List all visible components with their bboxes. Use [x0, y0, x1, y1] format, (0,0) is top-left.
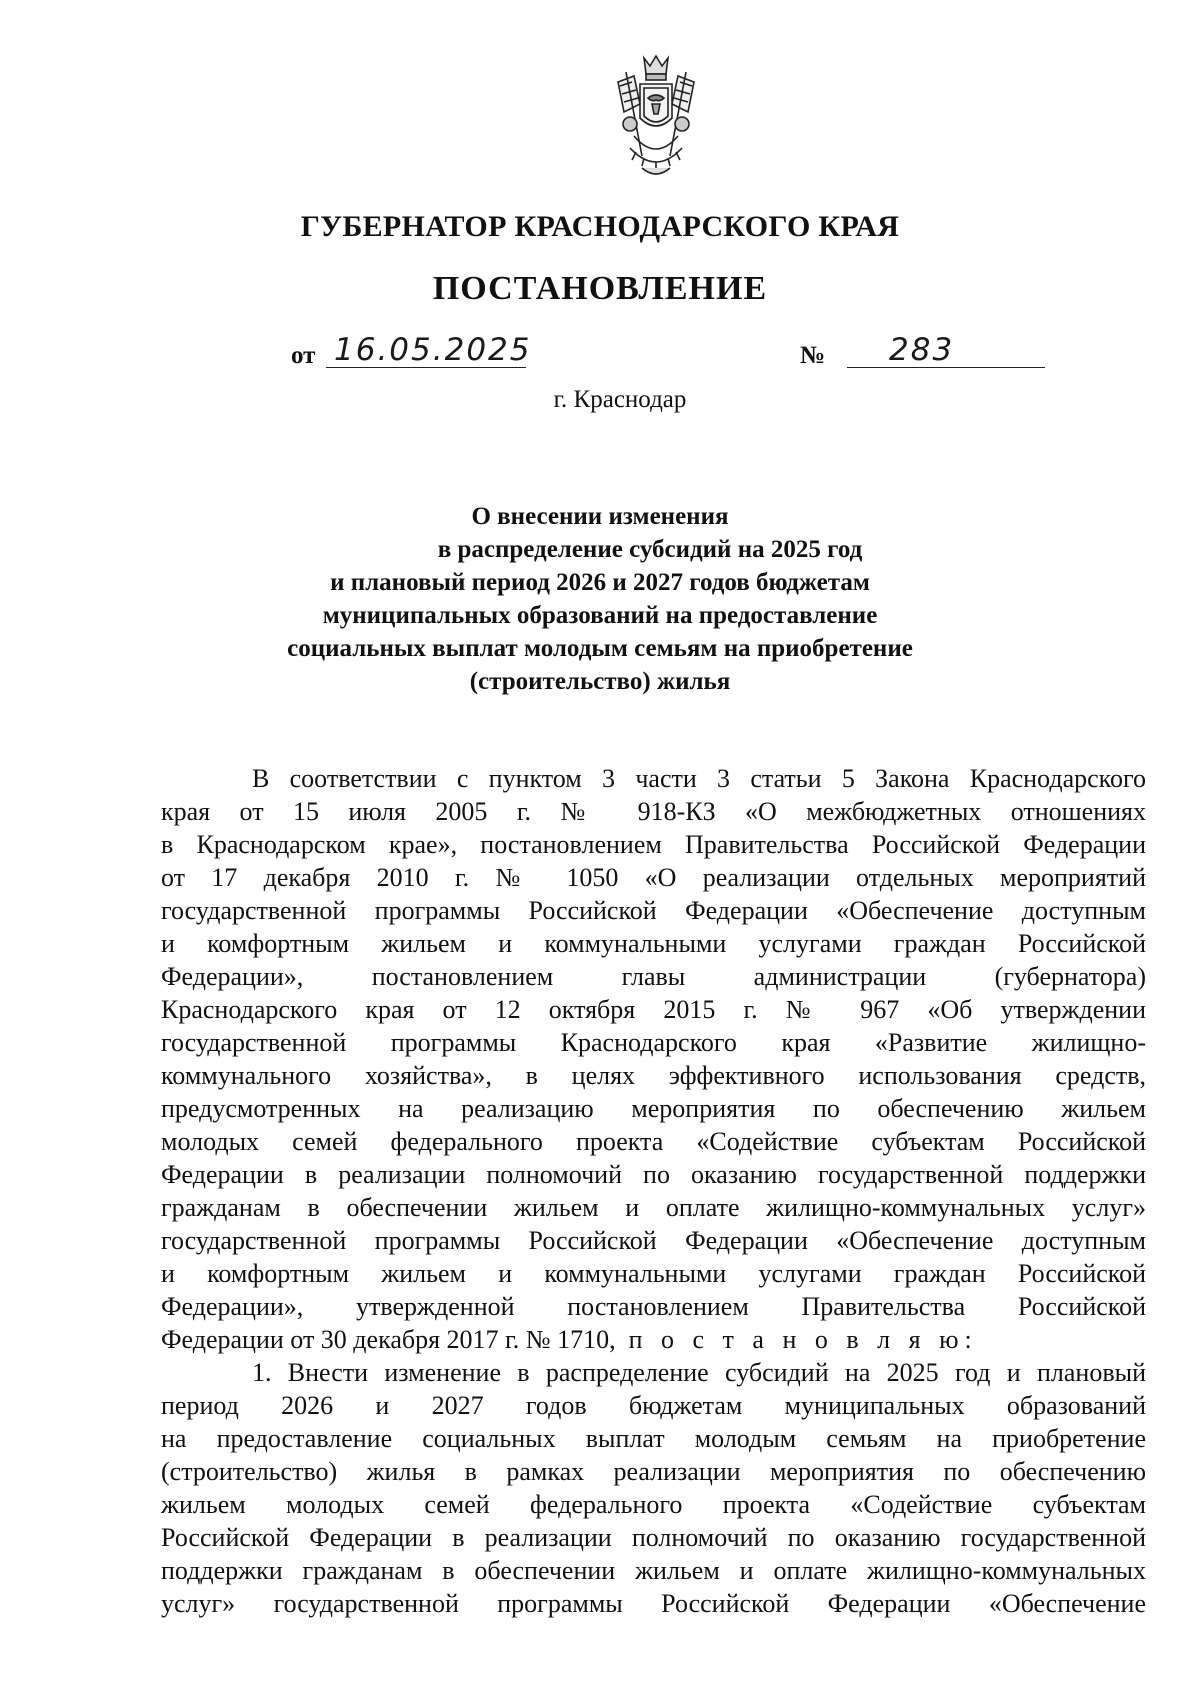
body-line: государственной программы Российской Федерации «Обеспечение доступным	[161, 896, 1146, 925]
body-line: Федерации», утвержденной постановлением Правительства Российской	[161, 1292, 1146, 1321]
krasnodar-coat-of-arms-icon	[606, 52, 706, 184]
number-field	[847, 332, 1045, 368]
body-line: Федерации», постановлением главы администрации (губернатора)	[161, 962, 1146, 991]
body-line-decree: Федерации от 30 декабря 2017 г. № 1710, п о с т а н о в л я ю:	[161, 1325, 978, 1354]
body-line: государственной программы Краснодарского края «Развитие жилищно-	[161, 1028, 1146, 1057]
city-line: г. Краснодар	[553, 386, 687, 413]
subject-line: (строительство) жилья	[469, 668, 731, 695]
body-line: коммунального хозяйства», в целях эффективного использования средств,	[161, 1061, 1146, 1090]
document-subject-heading	[250, 500, 950, 698]
body-line: в Краснодарском крае», постановлением Правительства Российской Федерации	[161, 830, 1146, 859]
body-line: (строительство) жилья в рамках реализации мероприятия по обеспечению	[161, 1457, 1146, 1486]
body-line: Краснодарского края от 12 октября 2015 г. № 967 «Об утверждении	[161, 995, 1146, 1024]
body-line: молодых семей федерального проекта «Содействие субъектам Российской	[161, 1127, 1146, 1156]
body-line: поддержки гражданам в обеспечении жильем и оплате жилищно-коммунальных	[161, 1556, 1146, 1585]
subject-line: социальных выплат молодым семьям на приобретение	[287, 635, 913, 662]
subject-line: и плановый период 2026 и 2027 годов бюджетам	[330, 569, 870, 596]
issuing-authority-title: ГУБЕРНАТОР КРАСНОДАРСКОГО КРАЯ	[300, 210, 900, 243]
body-line: края от 15 июля 2005 г. № 918-КЗ «О межбюджетных отношениях	[161, 797, 1146, 826]
body-line: и комфортным жильем и коммунальными услугами граждан Российской	[161, 929, 1146, 958]
document-body	[161, 762, 1146, 1620]
subject-line: О внесении изменения	[471, 503, 729, 530]
body-line: услуг» государственной программы Российской Федерации «Обеспечение	[161, 1589, 1146, 1618]
decree-word: п о с т а н о в л я ю:	[628, 1325, 978, 1354]
body-line: гражданам в обеспечении жильем и оплате жилищно-коммунальных услуг»	[161, 1193, 1146, 1222]
body-line: на предоставление социальных выплат молодым семьям на приобретение	[161, 1424, 1146, 1453]
body-line: Российской Федерации в реализации полномочий по оказанию государственной	[161, 1523, 1146, 1552]
subject-line: муниципальных образований на предоставление	[322, 602, 878, 629]
body-line: государственной программы Российской Федерации «Обеспечение доступным	[161, 1226, 1146, 1255]
body-line: от 17 декабря 2010 г. № 1050 «О реализации отдельных мероприятий	[161, 863, 1146, 892]
handwritten-date: 16.05.2025	[334, 332, 532, 368]
handwritten-number: 283	[889, 332, 955, 368]
document-type-title: ПОСТАНОВЛЕНИЕ	[432, 270, 768, 307]
date-prefix: от	[291, 342, 316, 369]
number-label: №	[800, 342, 826, 369]
body-line: период 2026 и 2027 годов бюджетам муниципальных образований	[161, 1391, 1146, 1420]
body-line: предусмотренных на реализацию мероприятия по обеспечению жильем	[161, 1094, 1146, 1123]
body-line: и комфортным жильем и коммунальными услугами граждан Российской	[161, 1259, 1146, 1288]
body-line: Федерации в реализации полномочий по оказанию государственной поддержки	[161, 1160, 1146, 1189]
subject-line: в распределение субсидий на 2025 год	[437, 536, 863, 563]
body-line: В соответствии с пунктом 3 части 3 статьи 5 Закона Краснодарского	[252, 764, 1146, 793]
body-line: жильем молодых семей федерального проекта «Содействие субъектам	[161, 1490, 1146, 1519]
body-line: 1. Внести изменение в распределение субсидий на 2025 год и плановый	[252, 1358, 1146, 1387]
date-field	[326, 332, 532, 368]
